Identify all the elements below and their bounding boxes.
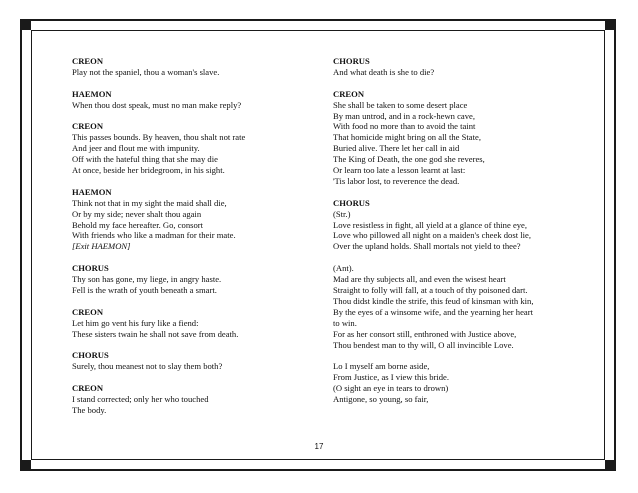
verse-line: By man untrod, and in a rock-hewn cave, bbox=[333, 110, 475, 121]
verse-line: Thou didst kindle the strife, this feud of kinsman with kin, bbox=[333, 295, 534, 306]
verse-line: Or by my side; never shalt thou again bbox=[72, 208, 202, 219]
corner-ornament-bottom-right bbox=[605, 460, 616, 471]
verse-line: to win. bbox=[333, 317, 357, 328]
verse-line: I stand corrected; only her who touched bbox=[72, 393, 209, 404]
dialogue-block bbox=[72, 56, 322, 78]
verse-line: Thy son has gone, my liege, in angry haste. bbox=[72, 274, 222, 285]
verse-line: At once, beside her bridegroom, in his sight. bbox=[72, 165, 225, 176]
speaker-name: CHORUS bbox=[333, 197, 370, 208]
verse-line: Buried alive. There let her call in aid bbox=[333, 143, 460, 154]
verse-line: Let him go vent his fury like a fiend: bbox=[72, 317, 199, 328]
corner-ornament-top-left bbox=[20, 19, 31, 30]
speaker-name: CREON bbox=[72, 306, 104, 317]
verse-line: Fell is the wrath of youth beneath a smart. bbox=[72, 284, 217, 295]
dialogue-block bbox=[333, 263, 583, 350]
dialogue-block bbox=[72, 383, 322, 416]
speaker-name: CHORUS bbox=[72, 263, 109, 274]
verse-line: Thou bendest man to thy will, O all invincible Love. bbox=[333, 339, 514, 350]
verse-line: Love who pillowed all night on a maiden's cheek dost lie, bbox=[333, 230, 531, 241]
verse-line: And jeer and flout me with impunity. bbox=[72, 143, 200, 154]
verse-line: Lo I myself am borne aside, bbox=[333, 361, 430, 372]
verse-line: This passes bounds. By heaven, thou shalt not rate bbox=[72, 132, 246, 143]
verse-line: (Str.) bbox=[333, 208, 351, 219]
verse-line: 'Tis labor lost, to reverence the dead. bbox=[333, 175, 460, 186]
verse-line: These sisters twain he shall not save from death. bbox=[72, 328, 239, 339]
left-text-column bbox=[72, 56, 322, 427]
speaker-name: CREON bbox=[72, 56, 104, 66]
dialogue-block bbox=[72, 89, 322, 111]
verse-line: Off with the hateful thing that she may die bbox=[72, 154, 218, 165]
verse-line: Antigone, so young, so fair, bbox=[333, 394, 429, 405]
verse-line: The King of Death, the one god she reveres, bbox=[333, 154, 485, 165]
stage-direction: [Exit HAEMON] bbox=[72, 241, 131, 252]
verse-line: And what death is she to die? bbox=[333, 66, 435, 77]
verse-line: Or learn too late a lesson learnt at last: bbox=[333, 165, 466, 176]
dialogue-block bbox=[72, 350, 322, 372]
speaker-name: HAEMON bbox=[72, 88, 112, 99]
dialogue-block bbox=[333, 56, 583, 78]
verse-line: Love resistless in fight, all yield at a glance of thine eye, bbox=[333, 219, 528, 230]
verse-line: Over the upland holds. Shall mortals not yield to thee? bbox=[333, 241, 521, 252]
verse-line: Think not that in my sight the maid shall die, bbox=[72, 197, 227, 208]
speaker-name: CREON bbox=[72, 383, 104, 394]
speaker-name: HAEMON bbox=[72, 186, 112, 197]
verse-line: Surely, thou meanest not to slay them both? bbox=[72, 361, 223, 372]
verse-line: (O sight an eye in tears to drown) bbox=[333, 383, 449, 394]
speaker-name: CHORUS bbox=[333, 56, 370, 66]
verse-line: (Ant). bbox=[333, 263, 354, 274]
right-text-column bbox=[333, 56, 583, 416]
dialogue-block bbox=[72, 307, 322, 340]
speaker-name: CHORUS bbox=[72, 350, 109, 361]
verse-line: Straight to folly will fall, at a touch of thy poisoned dart. bbox=[333, 284, 528, 295]
speaker-name: CREON bbox=[333, 88, 365, 99]
dialogue-block bbox=[72, 187, 322, 252]
corner-ornament-top-right bbox=[605, 19, 616, 30]
verse-line: Mad are thy subjects all, and even the wisest heart bbox=[333, 274, 506, 285]
dialogue-block bbox=[333, 198, 583, 253]
dialogue-block bbox=[72, 121, 322, 176]
verse-line: The body. bbox=[72, 404, 107, 415]
dialogue-block bbox=[333, 89, 583, 187]
verse-line: When thou dost speak, must no man make reply? bbox=[72, 99, 242, 110]
dialogue-block bbox=[333, 361, 583, 405]
corner-ornament-bottom-left bbox=[20, 460, 31, 471]
verse-line: By the eyes of a winsome wife, and the yearning her heart bbox=[333, 306, 533, 317]
verse-line: For as her consort still, enthroned with Justice above, bbox=[333, 328, 517, 339]
verse-line: With food no more than to avoid the taint bbox=[333, 121, 476, 132]
verse-line: Play not the spaniel, thou a woman's slave. bbox=[72, 66, 220, 77]
verse-line: Behold my face hereafter. Go, consort bbox=[72, 219, 204, 230]
dialogue-block bbox=[72, 263, 322, 296]
verse-line: With friends who like a madman for their mate. bbox=[72, 230, 236, 241]
speaker-name: CREON bbox=[72, 121, 104, 132]
verse-line: From Justice, as I view this bride. bbox=[333, 372, 449, 383]
verse-line: She shall be taken to some desert place bbox=[333, 99, 468, 110]
verse-line: That homicide might bring on all the State, bbox=[333, 132, 481, 143]
page-number: 17 bbox=[314, 442, 324, 451]
